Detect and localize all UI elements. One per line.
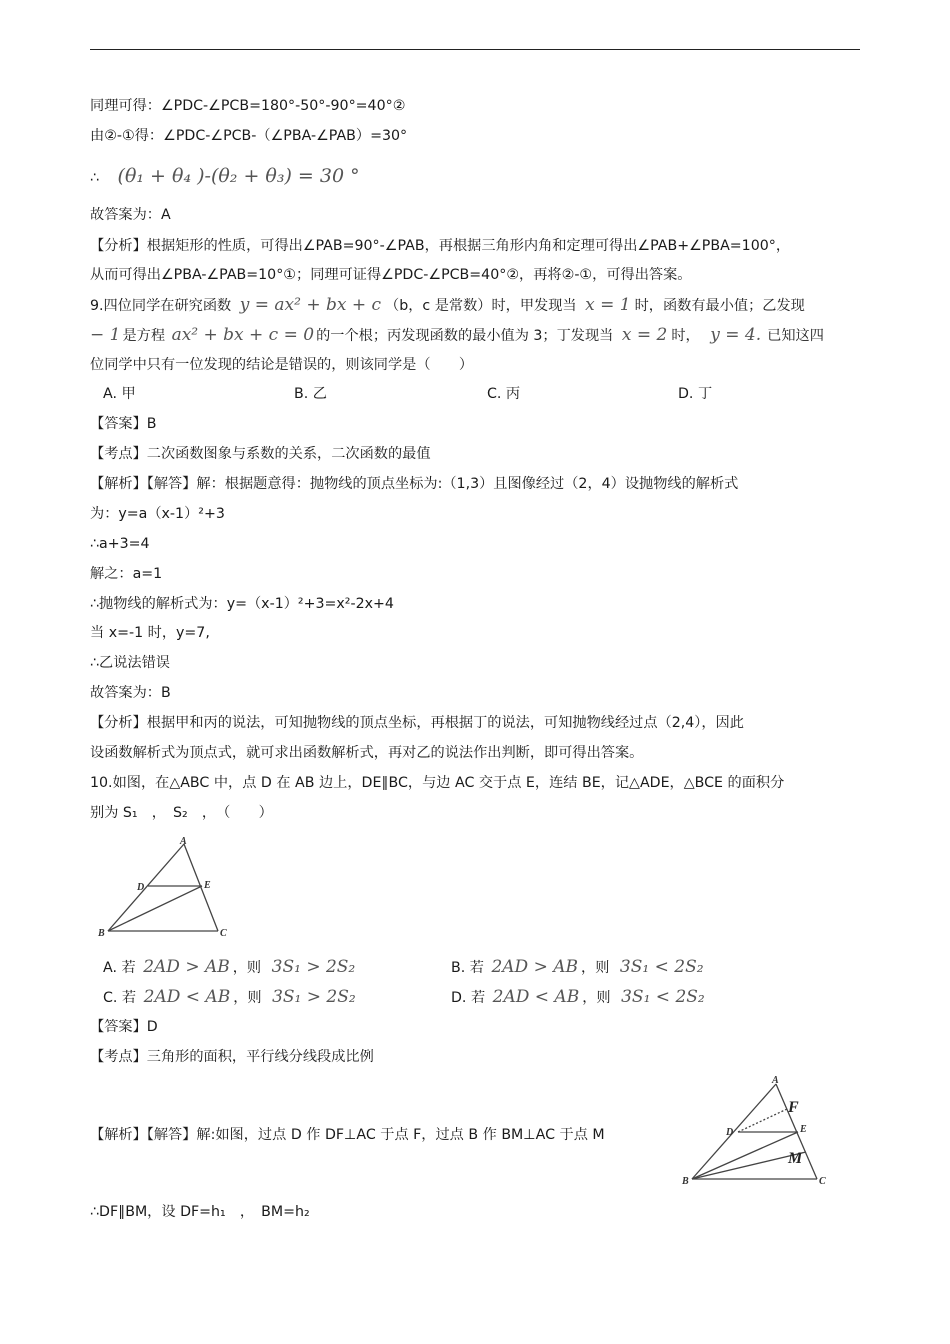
text: ，则	[582, 990, 611, 1006]
text-line: 同理可得：∠PDC-∠PCB=180°-50°-90°=40°②	[90, 98, 406, 114]
formula: − 1	[90, 325, 121, 345]
label-E: E	[800, 1124, 807, 1135]
formula: 2AD < AB	[143, 987, 231, 1007]
option-10d	[451, 987, 705, 1008]
text-line: 【解析】【解答】解:如图，过点 D 作 DF⊥AC 于点 F，过点 B 作 BM⊥AC 于点 M	[90, 1127, 605, 1143]
formula: 2AD > AB	[491, 957, 579, 977]
text: 是方程	[122, 328, 166, 344]
option-d: D. 丁	[678, 386, 713, 402]
formula: 3S₁ < 2S₂	[621, 987, 705, 1007]
label-D: D	[726, 1127, 734, 1138]
header-rule	[90, 49, 860, 50]
text-line: 由②-①得：∠PDC-∠PCB-（∠PBA-∠PAB）=30°	[90, 128, 408, 144]
text-line: 【分析】根据矩形的性质，可得出∠PAB=90°-∠PAB，再根据三角形内角和定理可得出∠PAB+∠PBA=100°，	[90, 238, 791, 254]
text-line: ∴DF∥BM，设 DF=h₁ ， BM=h₂	[90, 1204, 310, 1220]
text-line: 设函数解析式为顶点式，就可求出函数解析式，再对乙的说法作出判断，即可得出答案。	[90, 745, 644, 761]
formula: 2AD < AB	[492, 987, 580, 1007]
option-10a	[103, 957, 355, 978]
formula: 3S₁ > 2S₂	[272, 987, 356, 1007]
label-E: E	[204, 880, 211, 891]
text-line: 故答案为：A	[90, 207, 171, 223]
text-line: 【考点】三角形的面积，平行线分线段成比例	[90, 1049, 374, 1065]
formula: ax² + bx + c = 0	[171, 325, 315, 345]
text: ，则	[232, 960, 262, 976]
text-line: 为：y=a（x-1）²+3	[90, 506, 225, 522]
text-line: 10.如图，在△ABC 中，点 D 在 AB 边上，DE∥BC，与边 AC 交于点 E，连结 BE，记△ADE，△BCE 的面积分	[90, 775, 785, 791]
formula-line	[90, 166, 360, 188]
text-line: ∴抛物线的解析式为：y=（x-1）²+3=x²-2x+4	[90, 596, 394, 612]
text-line: 【考点】二次函数图象与系数的关系，二次函数的最值	[90, 446, 431, 462]
option-a: A. 甲	[103, 386, 136, 402]
text-line: 解之：a=1	[90, 566, 163, 582]
text-line: 位同学中只有一位发现的结论是错误的，则该同学是（ ）	[90, 357, 474, 373]
label-M: M	[788, 1150, 803, 1167]
text: C. 若	[103, 990, 137, 1006]
text: 已知这四	[767, 328, 824, 344]
formula: 2AD > AB	[143, 957, 230, 977]
text: ，则	[581, 960, 610, 976]
text: （b，c 是常数）时，甲发现当	[385, 298, 577, 314]
text-line: 【分析】根据甲和丙的说法，可知抛物线的顶点坐标，再根据丁的说法，可知抛物线经过点（2,4），因此	[90, 715, 744, 731]
text: 时，	[671, 328, 700, 344]
text: ，则	[233, 990, 262, 1006]
text-line: 故答案为：B	[90, 685, 171, 701]
text: D. 若	[451, 990, 486, 1006]
formula: x = 2	[621, 325, 668, 345]
text: A. 若	[103, 960, 136, 976]
text-line: 【解析】【解答】解：根据题意得：抛物线的顶点坐标为:（1,3）且图像经过（2，4）设抛物线的解析式	[90, 476, 739, 492]
text: B. 若	[451, 960, 484, 976]
triangle-figure	[96, 836, 246, 946]
text-line: 从而可得出∠PBA-∠PAB=10°①；同理可证得∠PDC-∠PCB=40°②，再将②-①，可得出答案。	[90, 267, 692, 283]
text-line: 别为 S₁ ， S₂ ， （ ）	[90, 805, 273, 821]
option-10b	[451, 957, 704, 978]
formula: 3S₁ > 2S₂	[271, 957, 356, 977]
formula: x = 1	[585, 295, 631, 315]
formula: 3S₁ < 2S₂	[619, 957, 704, 977]
text-line: 【答案】D	[90, 1019, 158, 1035]
label-F: F	[788, 1099, 799, 1116]
formula: y = ax² + bx + c	[239, 295, 382, 315]
text-line: ∴乙说法错误	[90, 655, 170, 671]
label-C: C	[819, 1176, 826, 1187]
text: 时，函数有最小值；乙发现	[634, 298, 805, 314]
formula: y = 4.	[710, 325, 762, 345]
text-line: 【答案】B	[90, 416, 157, 432]
label-D: D	[137, 882, 145, 893]
option-10c	[103, 987, 356, 1008]
label-A: A	[772, 1075, 779, 1086]
text: 的一个根；丙发现函数的最小值为 3；丁发现当	[316, 328, 614, 344]
option-b: B. 乙	[294, 386, 327, 402]
label-C: C	[220, 928, 227, 939]
formula: (θ₁ + θ₄ )-(θ₂ + θ₃) = 30 °	[117, 165, 360, 187]
text-line: ∴a+3=4	[90, 536, 150, 552]
label-B: B	[682, 1176, 689, 1187]
label-B: B	[98, 928, 105, 939]
therefore-symbol: ∴	[90, 170, 100, 186]
text: 9.四位同学在研究函数	[90, 298, 232, 314]
question-9-line-2	[90, 325, 824, 346]
label-A: A	[180, 836, 187, 847]
question-9-line-1	[90, 295, 805, 316]
option-c: C. 丙	[487, 386, 521, 402]
triangle-figure-with-perpendiculars	[680, 1072, 840, 1192]
text-line: 当 x=-1 时，y=7,	[90, 625, 210, 641]
